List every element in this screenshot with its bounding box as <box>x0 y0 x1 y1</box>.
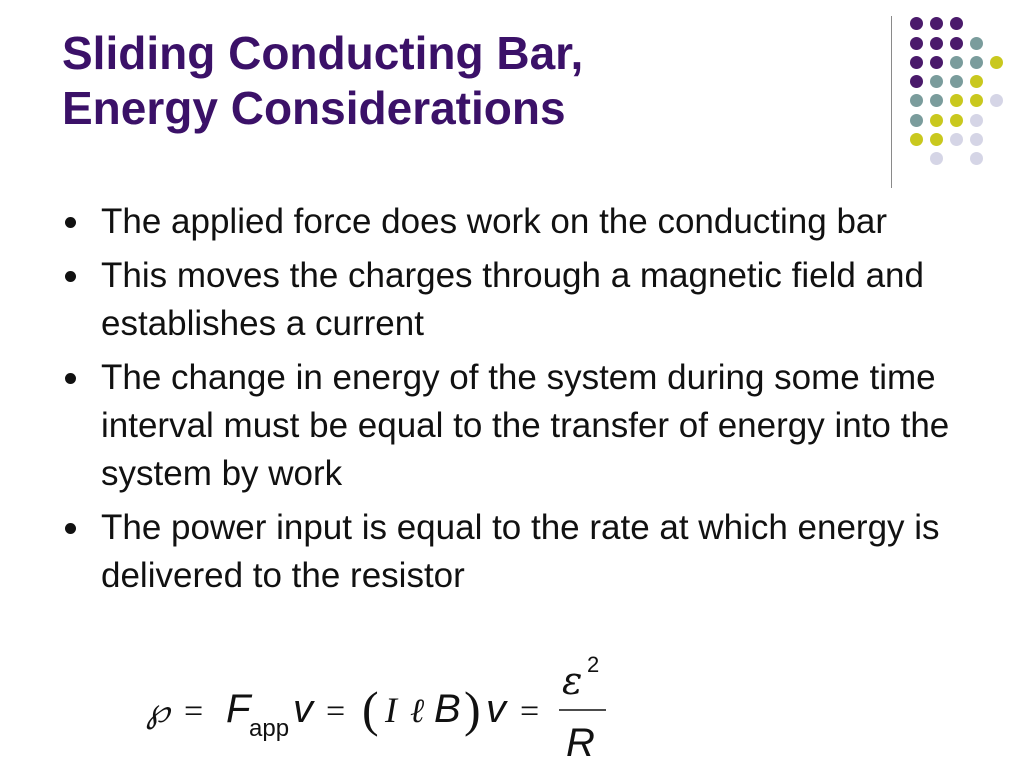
dot <box>930 133 943 146</box>
dot <box>950 114 963 127</box>
dot <box>930 17 943 30</box>
bullet-dot-icon <box>65 271 76 282</box>
bullet-item <box>64 354 964 498</box>
dot <box>910 75 923 88</box>
dot <box>950 94 963 107</box>
dot <box>910 56 923 69</box>
bullet-dot-icon <box>65 373 76 384</box>
dot <box>910 114 923 127</box>
equals-sign-3: = <box>520 693 540 730</box>
resistance-symbol: R <box>566 721 595 762</box>
title-line-1: Sliding Conducting Bar, <box>62 27 584 79</box>
dot <box>950 75 963 88</box>
equals-sign-1: = <box>184 693 204 730</box>
dot <box>970 114 983 127</box>
emf-exponent: 2 <box>587 652 600 677</box>
close-paren: ) <box>464 681 481 737</box>
dot <box>970 133 983 146</box>
dot <box>950 17 963 30</box>
dot <box>910 17 923 30</box>
dot <box>970 94 983 107</box>
dot <box>930 56 943 69</box>
power-symbol: ℘ <box>146 691 170 731</box>
bullet-list <box>64 198 964 606</box>
velocity-symbol-1: v <box>293 687 313 731</box>
power-equation <box>146 650 626 762</box>
dot <box>950 133 963 146</box>
bullet-dot-icon <box>65 523 76 534</box>
dot <box>930 114 943 127</box>
force-subscript: app <box>249 715 290 742</box>
dot <box>910 37 923 50</box>
length-symbol: ℓ <box>410 691 425 731</box>
field-symbol: B <box>434 687 461 731</box>
bullet-item <box>64 198 964 246</box>
emf-symbol: ε <box>562 659 583 703</box>
dot <box>930 37 943 50</box>
decorative-dot-grid <box>0 0 1024 200</box>
dot <box>970 37 983 50</box>
open-paren: ( <box>362 681 379 737</box>
dot <box>990 56 1003 69</box>
bullet-text: This moves the charges through a magnetic field and establishes a current <box>101 256 924 343</box>
bullet-item <box>64 504 964 600</box>
bullet-text: The applied force does work on the conducting bar <box>101 202 888 241</box>
force-symbol: F <box>226 687 251 731</box>
dot <box>950 37 963 50</box>
velocity-symbol-2: v <box>486 687 506 731</box>
current-symbol: I <box>385 690 397 730</box>
dot <box>930 75 943 88</box>
dot <box>950 56 963 69</box>
dot <box>990 94 1003 107</box>
bullet-text: The change in energy of the system during some time interval must be equal to the transfer of energy into the system by work <box>101 358 950 493</box>
dot <box>910 133 923 146</box>
dot <box>970 152 983 165</box>
dot <box>930 94 943 107</box>
dot <box>970 75 983 88</box>
bullet-item <box>64 252 964 348</box>
bullet-dot-icon <box>65 217 76 228</box>
dot <box>970 56 983 69</box>
dot <box>930 152 943 165</box>
dot <box>910 94 923 107</box>
equals-sign-2: = <box>326 693 346 730</box>
bullet-text: The power input is equal to the rate at which energy is delivered to the resistor <box>101 508 940 595</box>
title-line-2: Energy Considerations <box>62 82 566 134</box>
